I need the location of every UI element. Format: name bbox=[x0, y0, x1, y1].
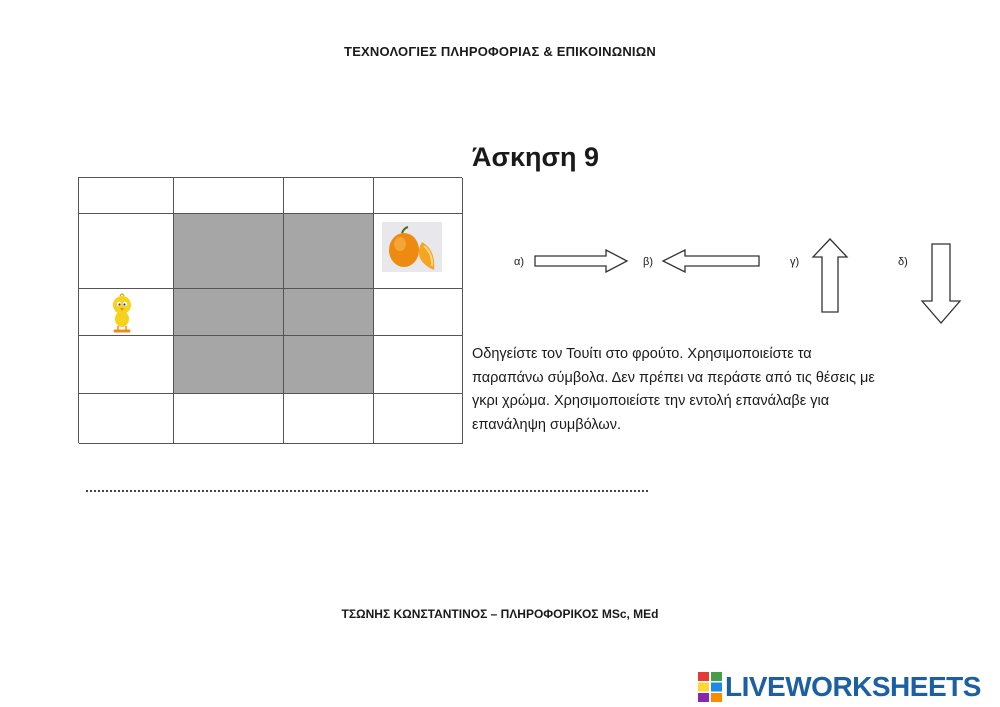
blocked-cell bbox=[174, 336, 284, 394]
footer-author: ΤΣΩΝΗΣ ΚΩΝΣΤΑΝΤΙΝΟΣ – ΠΛΗΡΟΦΟΡΙΚΟΣ MSc, MEd bbox=[341, 607, 659, 621]
grid-cell bbox=[284, 394, 374, 444]
grid-cell bbox=[374, 336, 463, 394]
instruction-line: γκρι χρώμα. Χρησιμοποιείστε την εντολή επανάλαβε για bbox=[472, 393, 830, 409]
grid-cell bbox=[374, 289, 463, 336]
instruction-line: Οδηγείστε τον Τουίτι στο φρούτο. Χρησιμοποιείστε τα bbox=[472, 346, 812, 362]
grid-cell bbox=[374, 394, 463, 444]
left-arrow-icon bbox=[661, 249, 761, 273]
liveworksheets-logo-icon bbox=[698, 672, 722, 702]
character-cell bbox=[79, 289, 174, 336]
arrow-label-c: γ) bbox=[790, 256, 800, 268]
tweety-bird-icon bbox=[107, 293, 137, 335]
fruit-cell bbox=[374, 214, 463, 289]
arrow-label-d: δ) bbox=[898, 256, 908, 268]
blocked-cell bbox=[284, 289, 374, 336]
grid-cell bbox=[174, 178, 284, 214]
grid-cell bbox=[79, 394, 174, 444]
brand-logo bbox=[698, 670, 981, 704]
answer-line[interactable] bbox=[86, 490, 648, 492]
instruction-line: παραπάνω σύμβολα. Δεν πρέπει να περάστε από τις θέσεις με bbox=[472, 369, 875, 386]
grid-cell bbox=[174, 394, 284, 444]
grid-cell bbox=[79, 336, 174, 394]
grid-cell bbox=[284, 178, 374, 214]
brand-name: LIVEWORKSHEETS bbox=[725, 671, 981, 702]
blocked-cell bbox=[284, 214, 374, 289]
up-arrow-icon bbox=[811, 238, 849, 314]
blocked-cell bbox=[174, 289, 284, 336]
right-arrow-icon bbox=[534, 249, 629, 273]
arrow-label-b: β) bbox=[643, 256, 653, 268]
grid-cell bbox=[79, 214, 174, 289]
header-title: ΤΕΧΝΟΛΟΓΙΕΣ ΠΛΗΡΟΦΟΡΙΑΣ & ΕΠΙΚΟΙΝΩΝΙΩΝ bbox=[344, 44, 656, 59]
grid-cell bbox=[374, 178, 463, 214]
exercise-title: Άσκηση 9 bbox=[472, 142, 599, 172]
blocked-cell bbox=[174, 214, 284, 289]
down-arrow-icon bbox=[920, 243, 962, 325]
orange-fruit-icon bbox=[382, 222, 442, 272]
arrow-label-a: α) bbox=[514, 256, 525, 268]
grid-cell bbox=[79, 178, 174, 214]
instruction-line: επανάληψη συμβόλων. bbox=[472, 416, 622, 433]
instructions-text bbox=[472, 343, 912, 437]
maze-grid bbox=[78, 177, 462, 443]
blocked-cell bbox=[284, 336, 374, 394]
